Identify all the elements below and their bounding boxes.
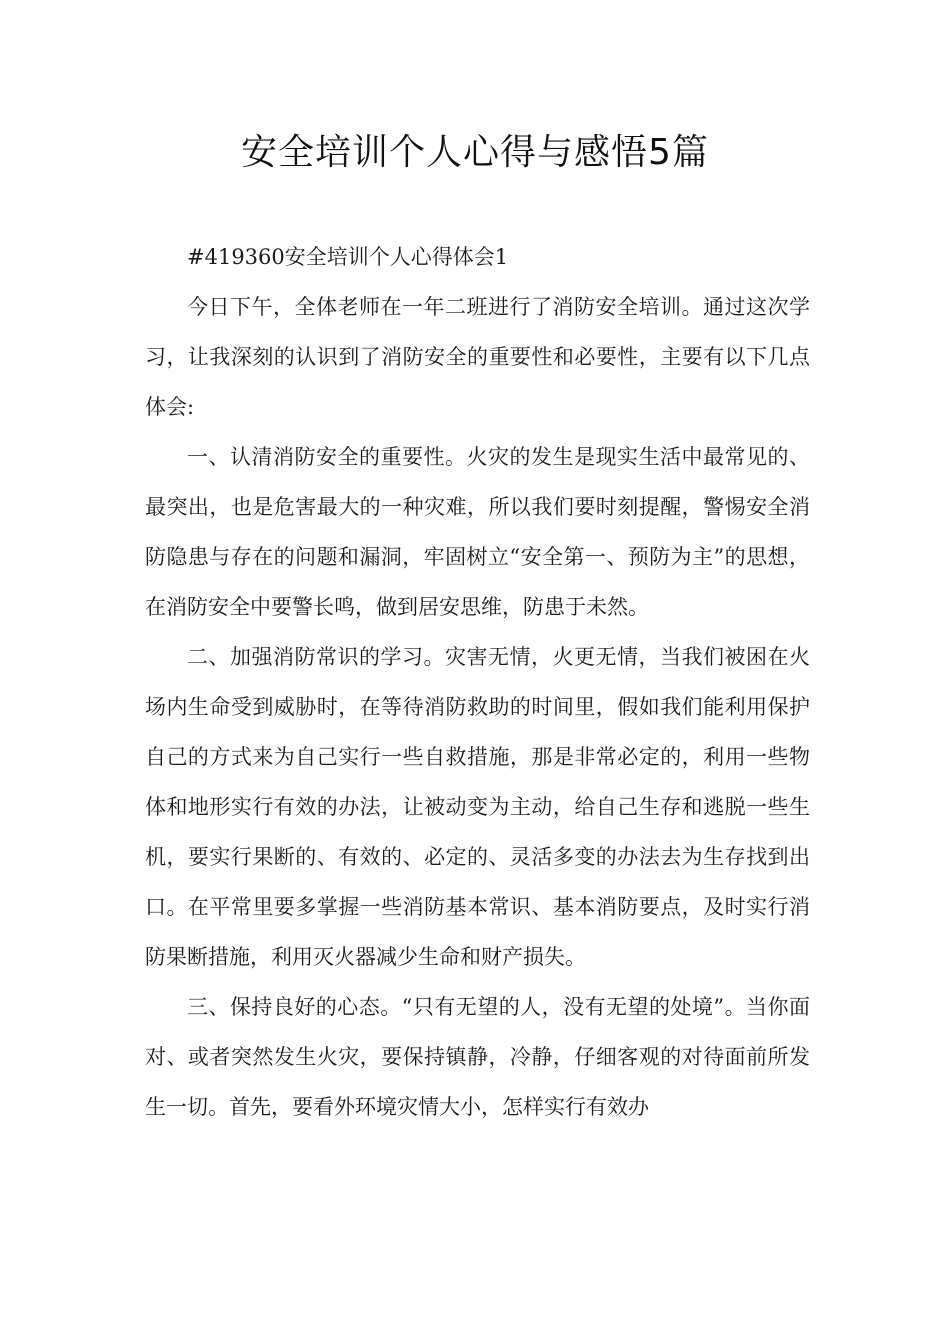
paragraph-point-2: 二、加强消防常识的学习。灾害无情，火更无情，当我们被困在火场内生命受到威胁时，在等待消防救助的时间里，假如我们能利用保护自己的方式来为自己实行一些自救措施，那是非常必定的，利用一些物体和地形实行有效的办法，让被动变为主动，给自己生存和逃脱一些生机，要实行果断的、有效的、必定的、灵活多变的办法去为生存找到出口。在平常里要多掌握一些消防基本常识、基本消防要点，及时实行消防果断措施，利用灭火器减少生命和财产损失。 (145, 645, 810, 969)
paragraph-point-3: 三、保持良好的心态。“只有无望的人，没有无望的处境”。当你面对、或者突然发生火灾，要保持镇静，冷静，仔细客观的对待面前所发生一切。首先，要看外环境灾情大小，怎样实行有效办 (145, 995, 810, 1119)
section-heading: #419360安全培训个人心得体会1 (187, 245, 509, 269)
paragraph-intro: 今日下午，全体老师在一年二班进行了消防安全培训。通过这次学习，让我深刻的认识到了消防安全的重要性和必要性，主要有以下几点体会: (145, 295, 810, 419)
document-body (145, 232, 810, 1132)
paragraph-point-1: 一、认清消防安全的重要性。火灾的发生是现实生活中最常见的、最突出，也是危害最大的一种灾难，所以我们要时刻提醒，警惕安全消防隐患与存在的问题和漏洞，牢固树立“安全第一、预防为主”的思想，在消防安全中要警长鸣，做到居安思维，防患于未然。 (145, 445, 810, 619)
document-title: 安全培训个人心得与感悟5篇 (241, 132, 709, 173)
